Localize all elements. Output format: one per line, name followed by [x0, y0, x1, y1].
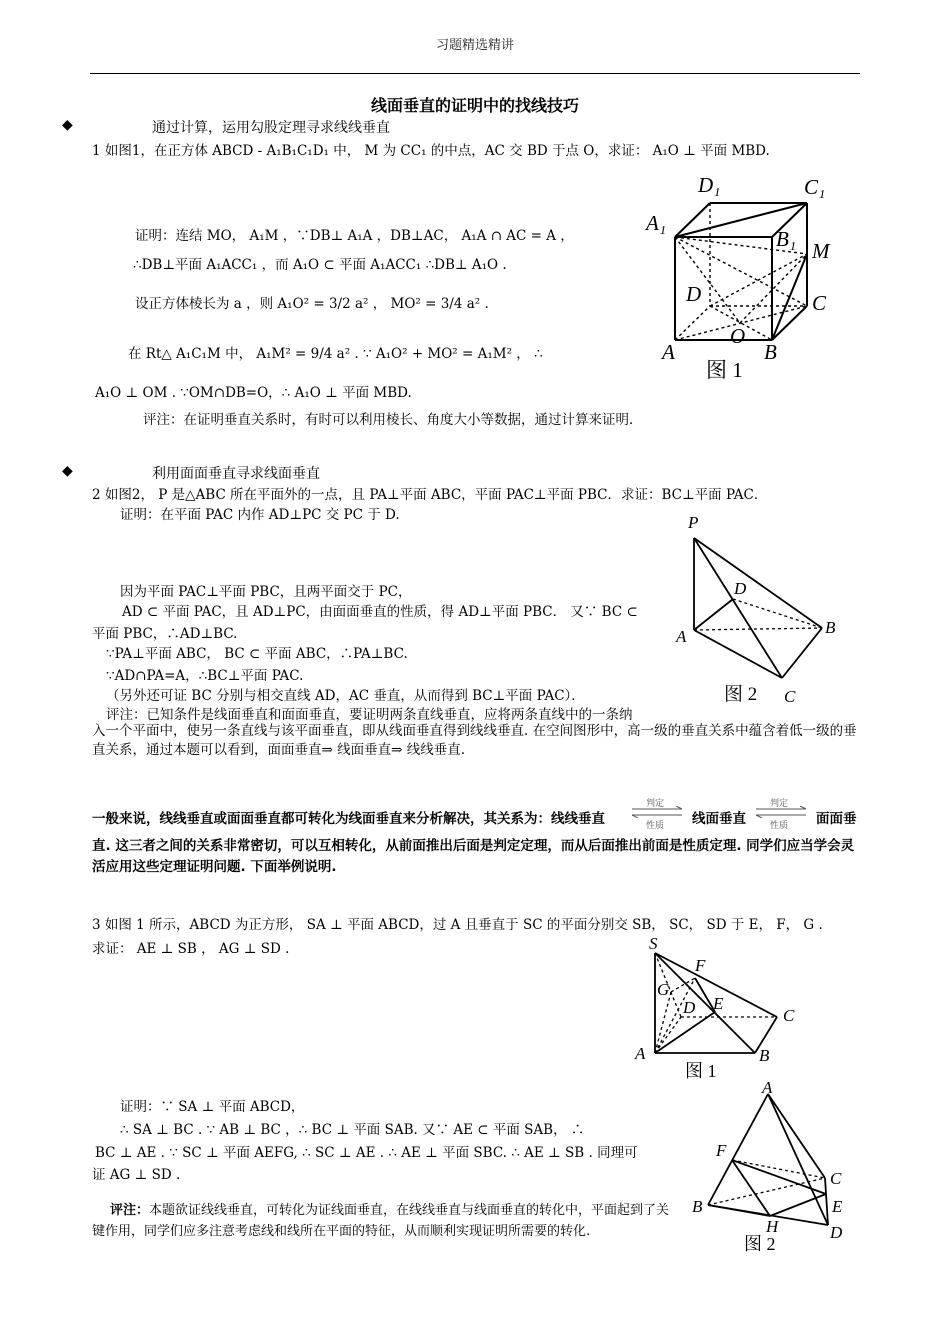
label-M: M	[812, 239, 830, 263]
edge-PC	[694, 538, 782, 678]
arrow2-top-label: 判定	[770, 799, 789, 809]
arrow1-top-label: 判定	[646, 799, 665, 809]
comment-3-label: 评注：	[110, 1203, 150, 1218]
page-title: 线面垂直的证明中的找线技巧	[370, 96, 579, 115]
label-E: E	[832, 1197, 843, 1216]
label-B1: B₁	[776, 227, 797, 251]
summary-part4: 直. 这三者之间的关系非常密切，可以互相转化，从前面推出后面是判定定理，而从后面推出前面是性质定理. 同学们应当学会灵活应用这些定理证明问题. 下面举例说明.	[92, 838, 855, 875]
summary-part1: 一般来说，线线垂直或面面垂直都可转化为线面垂直来分析解决，其关系为：线线垂直	[92, 811, 605, 827]
proof2-line5: ∵PA⊥平面 ABC， BC ⊂ 平面 ABC，∴PA⊥BC.	[106, 646, 408, 662]
summary-part3: 面面垂	[816, 811, 857, 827]
label-O: O	[730, 324, 746, 348]
label-B: B	[692, 1197, 703, 1216]
problem-3-line2: 求证： AE ⊥ SB ， AG ⊥ SD .	[92, 941, 290, 957]
label-F: F	[695, 956, 706, 975]
proof1-line3: 设正方体棱长为 a ，则 A₁O² = 3/2 a² ， MO² = 3/4 a² .	[135, 296, 489, 312]
label-B: B	[764, 340, 777, 364]
problem-3-line1: 3 如图 1 所示，ABCD 为正方形， SA ⊥ 平面 ABCD，过 A 且垂直于 SC 的平面分别交 SB， SC， SD 于 E， F， G .	[92, 917, 823, 933]
problem-2: 2 如图2， P 是△ABC 所在平面外的一点，且 PA⊥平面 ABC，平面 PAC⊥平面 PBC．求证：BC⊥平面 PAC．	[92, 487, 768, 503]
label-E: E	[713, 994, 724, 1013]
double-arrow-icon	[628, 806, 686, 818]
seg-AE	[655, 1012, 715, 1053]
label-A1: A₁	[646, 211, 667, 235]
proof1-line4: 在 Rt△ A₁C₁M 中， A₁M² = 9/4 a² . ∵ A₁O² + MO² = A₁M² ， ∴	[128, 346, 543, 362]
proof3-line4: 证 AG ⊥ SD .	[92, 1167, 181, 1183]
label-D: D	[683, 998, 696, 1017]
pyramid-figure	[670, 510, 850, 710]
label-H: H	[766, 1217, 779, 1236]
hidden-OM	[740, 254, 807, 323]
figure2-caption: 图 2	[724, 684, 758, 705]
proof2-line7: （另外还可证 BC 分别与相交直线 AD，AC 垂直，从而得到 BC⊥平面 PAC）．	[106, 688, 585, 704]
hidden-A1O	[675, 237, 740, 323]
problem-1: 1 如图1，在正方体 ABCD - A₁B₁C₁D₁ 中， M 为 CC₁ 的中点，AC 交 BD 于点 O，求证： A₁O ⊥ 平面 MBD.	[92, 143, 770, 159]
proof3-line2: ∴ SA ⊥ BC . ∵ AB ⊥ BC ，∴ BC ⊥ 平面 SAB. 又∵ AE ⊂ 平面 SAB， ∴	[120, 1122, 585, 1138]
tetrahedron-figure	[690, 1080, 860, 1255]
hidden-FC	[732, 1160, 825, 1178]
bullet-1: ◆	[62, 117, 73, 133]
label-C: C	[812, 291, 827, 315]
label-S: S	[649, 935, 658, 953]
edge-AC	[694, 630, 782, 678]
figure3-2-caption: 图 2	[744, 1234, 776, 1254]
proof2-line6: ∵AD∩PA=A，∴BC⊥平面 PAC.	[106, 668, 304, 684]
label-D: D	[686, 282, 702, 306]
comment-3-text: 本题欲证线线垂直，可转化为证线面垂直，在线线垂直与线面垂直的转化中，平面起到了关键作用，同学们应多注意考虑线和线所在平面的特征，从而顺利实现证明所需要的转化.	[92, 1203, 670, 1239]
cube-figure	[640, 170, 840, 385]
section1-heading: 通过计算，运用勾股定理寻求线线垂直	[152, 120, 390, 136]
page-header: 习题精选精讲	[435, 38, 514, 53]
proof2-line2: 因为平面 PAC⊥平面 PBC，且两平面交于 PC，	[120, 584, 412, 600]
proof1-line5: A₁O ⊥ OM . ∵OM∩DB=O，∴ A₁O ⊥ 平面 MBD.	[95, 385, 412, 401]
proof3-line1: 证明：∵ SA ⊥ 平面 ABCD，	[120, 1099, 305, 1115]
label-D: D	[734, 579, 747, 598]
hidden-DB	[733, 599, 822, 628]
header-rule	[90, 73, 860, 74]
proof1-line2: ∴DB⊥平面 A₁ACC₁ ，而 A₁O ⊂ 平面 A₁ACC₁ ∴DB⊥ A₁O .	[133, 257, 507, 273]
comment-1: 评注：在证明垂直关系时，有时可以利用棱长、角度大小等数据，通过计算来证明．	[143, 412, 643, 428]
summary-part2: 线面垂直	[692, 811, 746, 827]
seg-AD	[694, 599, 733, 630]
bullet-2: ◆	[62, 463, 73, 479]
label-C: C	[830, 1169, 842, 1188]
proof3-line3: BC ⊥ AE . ∵ SC ⊥ 平面 AEFG, ∴ SC ⊥ AE . ∴ AE ⊥ 平面 SBC. ∴ AE ⊥ SB . 同理可	[95, 1145, 638, 1161]
proof2-line9: 入一个平面中，使另一条直线与该平面垂直，即从线面垂直得到线线垂直. 在空间图形中，高一级的垂直关系中蕴含着低一级的垂直关系，通过本题可以看到，面面垂直⇒ 线面垂直⇒ 线线垂直.	[92, 723, 857, 758]
figure1-caption: 图 1	[706, 358, 743, 382]
hidden-AD	[655, 1017, 681, 1053]
label-D1: D₁	[698, 173, 721, 197]
label-A: A	[662, 340, 675, 364]
label-G: G	[657, 980, 670, 999]
arrow2-bottom-label: 性质	[770, 821, 789, 831]
edge-BC	[772, 306, 807, 340]
figure3-1-caption: 图 1	[685, 1061, 717, 1081]
label-B: B	[759, 1046, 770, 1065]
edge-BC	[782, 628, 822, 678]
label-A: A	[676, 627, 687, 646]
hidden-AB	[694, 628, 822, 630]
seg-FH	[732, 1160, 770, 1216]
edge-BM	[772, 254, 807, 340]
seg-BH	[708, 1205, 770, 1216]
proof2-line4: 平面 PBC，∴AD⊥BC.	[92, 626, 238, 642]
label-C: C	[783, 1006, 795, 1025]
label-B: B	[825, 618, 836, 637]
label-C1: C₁	[804, 175, 826, 199]
label-F: F	[716, 1141, 727, 1160]
arrow-relation-1	[628, 796, 686, 830]
label-P: P	[688, 513, 699, 532]
proof1-line1: 证明：连结 MO， A₁M ，∵DB⊥ A₁A ，DB⊥AC， A₁A ∩ AC = A ，	[135, 228, 574, 244]
label-A: A	[635, 1044, 646, 1063]
label-D: D	[830, 1223, 843, 1242]
seg-HE	[770, 1194, 826, 1216]
edge-AC	[768, 1094, 825, 1178]
arrow-relation-2	[752, 796, 810, 830]
pyramid-sabcd-figure	[625, 935, 805, 1085]
proof2-line3: AD ⊂ 平面 PAC，且 AD⊥PC，由面面垂直的性质，得 AD⊥平面 PBC． 又∵ BC ⊂	[122, 604, 638, 620]
proof2-line8: 评注：已知条件是线面垂直和面面垂直，要证明两条直线垂直，应将两条直线中的一条纳	[106, 707, 633, 723]
comment-3	[92, 1200, 677, 1242]
section2-heading: 利用面面垂直寻求线面垂直	[152, 466, 320, 482]
arrow1-bottom-label: 性质	[646, 821, 665, 831]
label-A: A	[762, 1080, 773, 1097]
double-arrow-icon	[752, 806, 810, 818]
label-C: C	[784, 687, 796, 706]
proof2-line1: 证明：在平面 PAC 内作 AD⊥PC 交 PC 于 D.	[120, 507, 400, 523]
